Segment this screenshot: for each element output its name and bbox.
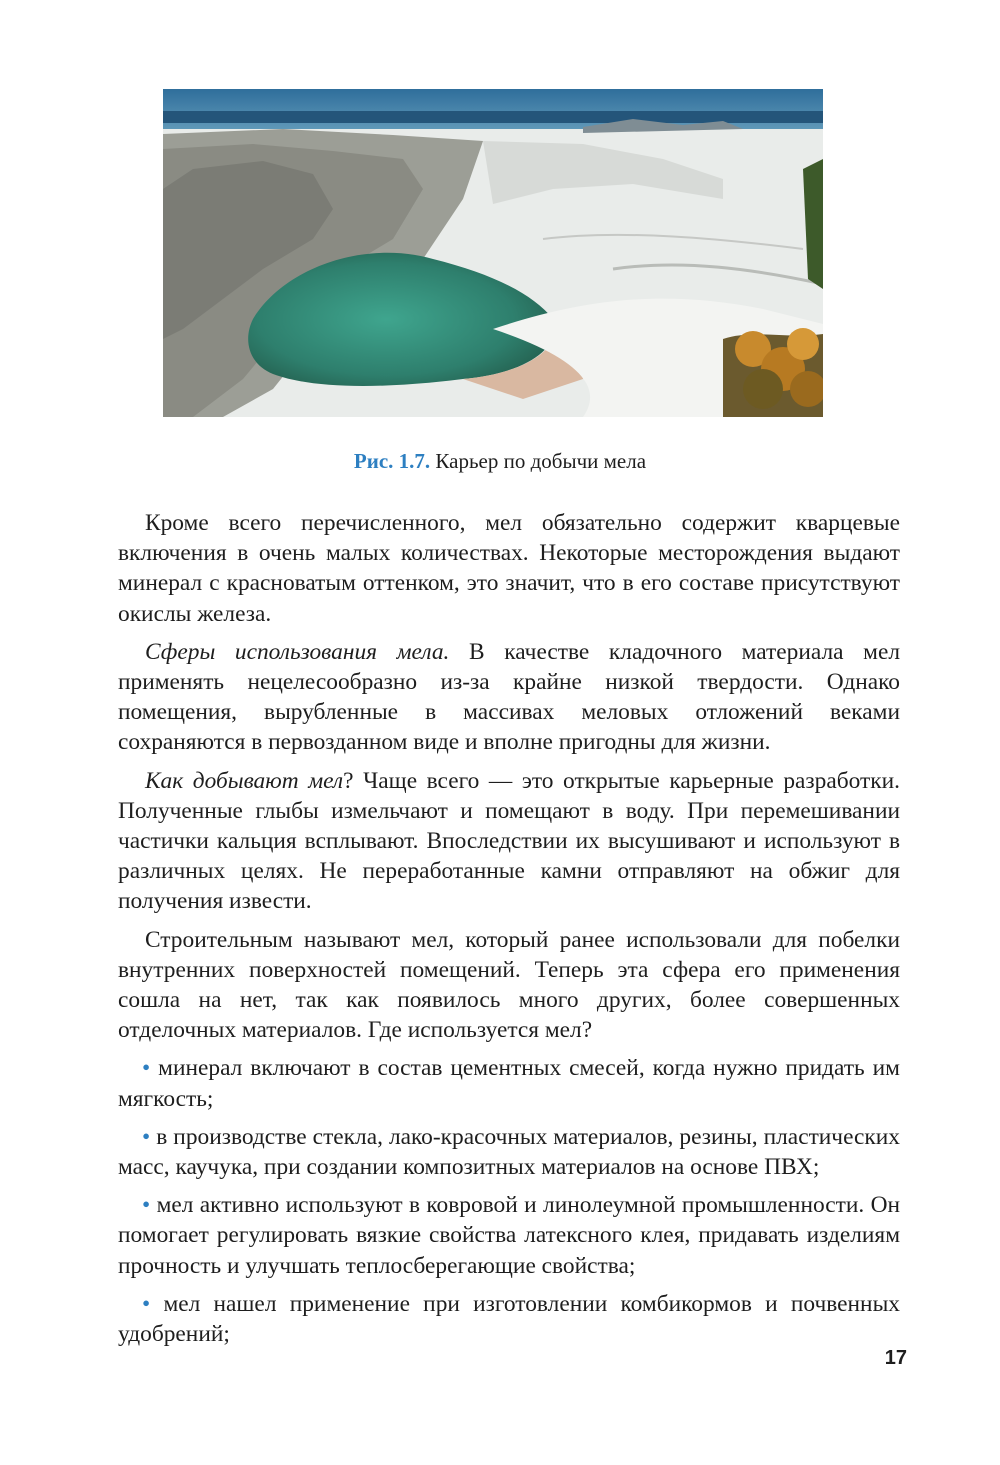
figure-title: Карьер по добычи мела bbox=[435, 449, 647, 473]
figure-label: Рис. 1.7. bbox=[353, 449, 431, 473]
bullet-icon: • bbox=[142, 1055, 151, 1082]
list-item bbox=[118, 1053, 900, 1113]
paragraph-lead-italic: Сферы использования мела. bbox=[145, 638, 450, 665]
paragraph-text: В качестве кладочного материала мел применять нецелесообразно из-за крайне низкой твердости. Однако помещения, вырубленные в массивах меловых отложений веками сохраняются в первозданном виде и вполне пригодны для жизни. bbox=[118, 638, 900, 756]
paragraph-text: Строительным называют мел, который ранее использовали для побелки внутренних поверхностей помещений. Теперь эта сфера его применения сошла на нет, так как появилось много других, более совершенных отделочных материалов. Где используется мел? bbox=[118, 926, 900, 1044]
chalk-quarry-photo bbox=[163, 89, 823, 417]
paragraph-lead-italic: Как добывают мел bbox=[145, 767, 344, 794]
bullet-icon: • bbox=[142, 1290, 151, 1317]
list-item-text: в производстве стекла, лако-красочных материалов, резины, пластических масс, каучука, при создании композитных материалов на основе ПВХ; bbox=[118, 1123, 900, 1181]
list-item-text: минерал включают в состав цементных смесей, когда нужно придать им мягкость; bbox=[118, 1055, 900, 1112]
list-item-text: мел активно используют в ковровой и линолеумной промышленности. Он помогает регулировать вязкие свойства латексного клея, придавать изделиям прочность и улучшать теплосберегающие свойства; bbox=[118, 1192, 900, 1279]
paragraph bbox=[118, 508, 900, 629]
paragraph-text: Кроме всего перечисленного, мел обязательно содержит кварцевые включения в очень малых количествах. Некоторые месторождения выдают минерал с красноватым оттенком, это значит, что в его составе присутствуют окислы железа. bbox=[118, 510, 900, 627]
list-item bbox=[118, 1122, 900, 1182]
paragraph bbox=[118, 925, 900, 1046]
paragraph-text: ? Чаще всего — это открытые карьерные разработки. Полученные глыбы измельчают и помещают в воду. При перемешивании частички кальция всплывают. Впоследствии их высушивают и используют в различных целях. Не переработанные камни отправляют на обжиг для получения извести. bbox=[118, 767, 900, 915]
list-item bbox=[118, 1190, 900, 1281]
quarry-illustration bbox=[163, 89, 823, 417]
figure-caption bbox=[0, 448, 1000, 474]
page-number: 17 bbox=[884, 1347, 907, 1369]
list-item-text: мел нашел применение при изготовлении комбикормов и почвенных удобрений; bbox=[118, 1290, 900, 1348]
bullet-icon: • bbox=[142, 1123, 151, 1150]
bullet-icon: • bbox=[142, 1192, 151, 1219]
paragraph bbox=[118, 637, 900, 758]
body-text bbox=[118, 508, 900, 1357]
paragraph bbox=[118, 766, 900, 917]
list-item bbox=[118, 1289, 900, 1349]
